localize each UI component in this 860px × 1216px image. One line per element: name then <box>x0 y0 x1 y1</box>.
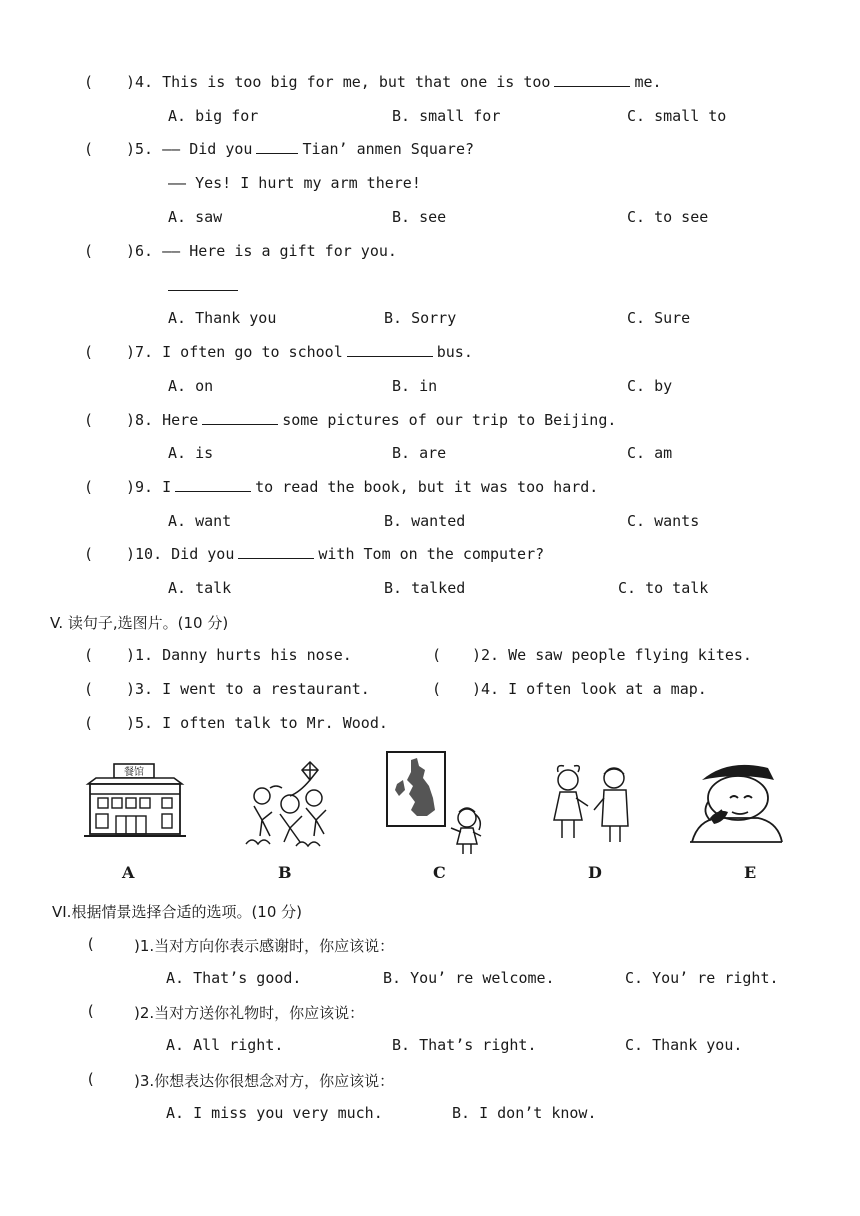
option-c[interactable]: C. You’ re right. <box>625 969 779 987</box>
answer-blank[interactable] <box>202 412 278 425</box>
option-b[interactable]: B. small for <box>392 107 501 125</box>
question-number: )9. <box>126 478 154 496</box>
option-a[interactable]: A. All right. <box>166 1036 284 1054</box>
option-c[interactable]: C. by <box>627 377 673 395</box>
answer-paren[interactable]: ( <box>86 1070 96 1088</box>
question-number: )5. <box>126 140 154 158</box>
question-text: Here <box>162 411 199 429</box>
question-text-end: Tian’ anmen Square? <box>302 140 475 158</box>
option-c[interactable]: C. Thank you. <box>625 1036 743 1054</box>
question-text-end: to read the book, but it was too hard. <box>255 478 599 496</box>
picture-label-c: C <box>433 863 446 882</box>
option-b[interactable]: B. see <box>392 208 447 226</box>
question-number: )10. <box>126 545 163 563</box>
answer-paren[interactable]: ( <box>84 478 94 496</box>
talking-picture <box>548 762 640 844</box>
answer-paren[interactable]: ( <box>84 343 94 361</box>
match-item-1: )1. Danny hurts his nose. <box>126 646 352 664</box>
answer-paren[interactable]: ( <box>84 411 94 429</box>
option-c[interactable]: C. wants <box>627 512 700 530</box>
question-number: )4. <box>126 73 154 91</box>
answer-blank[interactable] <box>554 74 630 87</box>
option-b[interactable]: B. are <box>392 444 447 462</box>
match-item-3: )3. I went to a restaurant. <box>126 680 370 698</box>
answer-blank[interactable] <box>256 141 298 154</box>
option-a[interactable]: A. saw <box>168 208 223 226</box>
answer-blank[interactable] <box>238 546 314 559</box>
question-number: )6. <box>126 242 154 260</box>
option-a[interactable]: A. Thank you <box>168 309 277 327</box>
question-text: I often go to school <box>162 343 343 361</box>
answer-paren[interactable]: ( <box>432 680 442 698</box>
answer-paren[interactable]: ( <box>84 646 94 664</box>
answer-paren[interactable]: ( <box>84 545 94 563</box>
question-text-end: some pictures of our trip to Beijing. <box>282 411 617 429</box>
answer-paren[interactable]: ( <box>84 73 94 91</box>
question-text: I <box>162 478 172 496</box>
option-c[interactable]: C. Sure <box>627 309 691 327</box>
picture-label-b: B <box>278 863 292 882</box>
option-b[interactable]: B. I don’t know. <box>452 1104 597 1122</box>
question-text: —— Here is a gift for you. <box>162 242 397 260</box>
situation-prompt: )1.当对方向你表示感谢时，你应该说： <box>134 937 395 955</box>
restaurant-picture <box>82 762 188 840</box>
option-c[interactable]: C. to talk <box>618 579 709 597</box>
question-text-end: with Tom on the computer? <box>318 545 545 563</box>
picture-label-a: A <box>122 863 135 882</box>
option-a[interactable]: A. talk <box>168 579 232 597</box>
dialogue-line: —— Yes! I hurt my arm there! <box>168 174 421 192</box>
option-a[interactable]: A. big for <box>168 107 259 125</box>
section-title-vi: VI.根据情景选择合适的选项。(10 分) <box>52 903 303 921</box>
option-c[interactable]: C. small to <box>627 107 727 125</box>
answer-blank[interactable] <box>168 278 238 291</box>
option-b[interactable]: B. That’s right. <box>392 1036 537 1054</box>
question-text-end: me. <box>634 73 662 91</box>
answer-paren[interactable]: ( <box>86 935 96 953</box>
option-a[interactable]: A. I miss you very much. <box>166 1104 383 1122</box>
answer-paren[interactable]: ( <box>86 1002 96 1020</box>
option-b[interactable]: B. talked <box>384 579 466 597</box>
situation-prompt: )3.你想表达你很想念对方，你应该说： <box>134 1072 395 1090</box>
flying-kites-picture <box>240 758 340 850</box>
answer-blank[interactable] <box>175 479 251 492</box>
situation-prompt: )2.当对方送你礼物时，你应该说： <box>134 1004 365 1022</box>
option-b[interactable]: B. You’ re welcome. <box>383 969 555 987</box>
question-text: —— Did you <box>162 140 253 158</box>
restaurant-sign: 餐馆 <box>124 767 144 778</box>
option-c[interactable]: C. am <box>627 444 673 462</box>
option-b[interactable]: B. wanted <box>384 512 466 530</box>
answer-paren[interactable]: ( <box>84 714 94 732</box>
picture-label-d: D <box>588 863 602 882</box>
answer-blank[interactable] <box>347 344 433 357</box>
section-title-v: V. 读句子,选图片。(10 分) <box>50 614 229 632</box>
map-picture <box>383 750 493 856</box>
answer-paren[interactable]: ( <box>84 680 94 698</box>
question-number: )8. <box>126 411 154 429</box>
option-a[interactable]: A. want <box>168 512 232 530</box>
option-a[interactable]: A. is <box>168 444 214 462</box>
question-text: Did you <box>171 545 235 563</box>
match-item-2: )2. We saw people flying kites. <box>472 646 752 664</box>
option-a[interactable]: A. That’s good. <box>166 969 302 987</box>
question-text: This is too big for me, but that one is too <box>162 73 551 91</box>
answer-paren[interactable]: ( <box>432 646 442 664</box>
option-b[interactable]: B. Sorry <box>384 309 457 327</box>
answer-paren[interactable]: ( <box>84 242 94 260</box>
option-a[interactable]: A. on <box>168 377 214 395</box>
question-number: )7. <box>126 343 154 361</box>
question-text-end: bus. <box>436 343 473 361</box>
answer-paren[interactable]: ( <box>84 140 94 158</box>
hurt-nose-picture <box>688 758 784 844</box>
picture-label-e: E <box>744 863 757 882</box>
match-item-5: )5. I often talk to Mr. Wood. <box>126 714 388 732</box>
option-c[interactable]: C. to see <box>627 208 709 226</box>
match-item-4: )4. I often look at a map. <box>472 680 707 698</box>
option-b[interactable]: B. in <box>392 377 438 395</box>
